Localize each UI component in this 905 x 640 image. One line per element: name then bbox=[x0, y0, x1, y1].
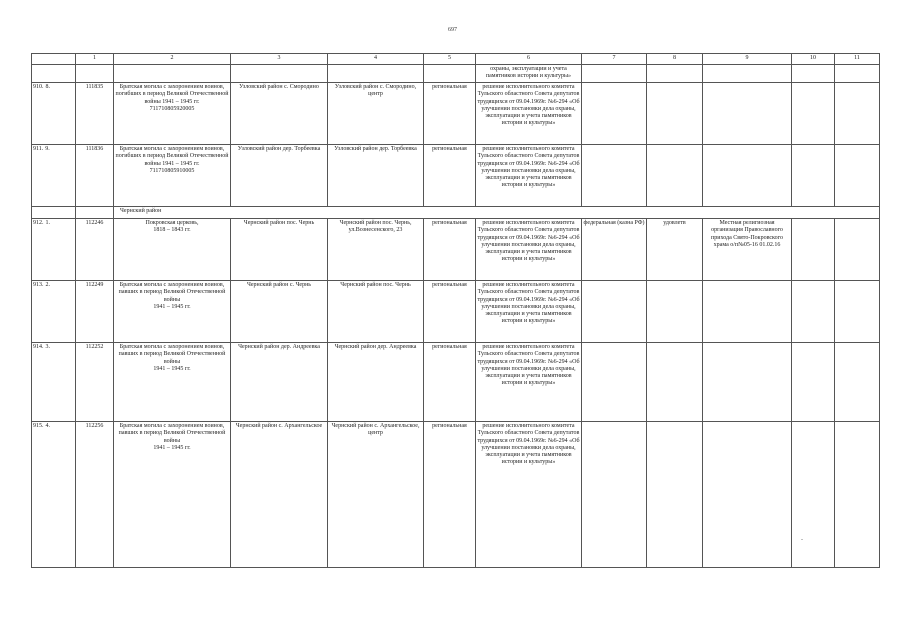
column-10-value bbox=[792, 281, 835, 343]
ownership-text: федеральная (казна РФ) bbox=[583, 220, 645, 226]
column-number: 1 bbox=[76, 54, 114, 65]
condition bbox=[647, 281, 703, 343]
user-organization bbox=[703, 343, 792, 422]
monument-address bbox=[328, 83, 424, 145]
district-location bbox=[231, 422, 328, 568]
column-10-value bbox=[792, 422, 835, 568]
protection-category bbox=[424, 343, 476, 422]
monument-name bbox=[114, 281, 231, 343]
monument-row bbox=[32, 343, 880, 422]
column-11-value bbox=[835, 145, 880, 207]
continuation-row bbox=[32, 65, 880, 83]
protection-category-text: региональная bbox=[432, 146, 467, 152]
district-location bbox=[231, 343, 328, 422]
district-header: Чернский район bbox=[114, 207, 880, 219]
monument-address-text: Узловский район с. Смородино, центр bbox=[334, 84, 417, 98]
monument-address-text: Чернский район пос. Чернь bbox=[340, 282, 411, 288]
row-number-cell bbox=[32, 343, 76, 422]
stray-mark: - bbox=[801, 537, 803, 543]
column-number: 5 bbox=[424, 54, 476, 65]
protection-category-text: региональная bbox=[432, 282, 467, 288]
monument-name bbox=[114, 422, 231, 568]
district-location-text: Чернский район с. Чернь bbox=[246, 282, 312, 288]
condition-text: удовлетв bbox=[663, 220, 686, 226]
monument-row bbox=[32, 281, 880, 343]
row-number-cell bbox=[32, 83, 76, 145]
monument-address bbox=[328, 343, 424, 422]
ownership bbox=[582, 422, 647, 568]
registry-code-text: 112252 bbox=[85, 344, 104, 350]
legal-decision bbox=[476, 219, 582, 281]
district-location-text: Узловский район с. Смородино bbox=[239, 84, 319, 90]
condition bbox=[647, 219, 703, 281]
legal-decision-text: решение исполнительного комитета Тульского областного Совета депутатов трудящихся от 09.04.1969г. №6-294 «Об улучшении постановки дела охраны, эксплуатации и учета памятников истории и культуры» bbox=[477, 220, 580, 263]
ownership bbox=[582, 281, 647, 343]
row-number-cell bbox=[32, 219, 76, 281]
protection-category bbox=[424, 219, 476, 281]
column-number: 6 bbox=[476, 54, 582, 65]
legal-decision bbox=[476, 281, 582, 343]
district-location-text: Чернский район дер. Андреевка bbox=[238, 344, 320, 350]
column-10-value bbox=[792, 219, 835, 281]
legal-decision-text: решение исполнительного комитета Тульского областного Совета депутатов трудящихся от 09.04.1969г. №6-294 «Об улучшении постановки дела охраны, эксплуатации и учета памятников истории и культуры» bbox=[477, 146, 580, 189]
protection-category-text: региональная bbox=[432, 344, 467, 350]
row-number: 912. bbox=[33, 220, 44, 226]
monument-address-text: Чернский район дер. Андреевка bbox=[334, 344, 417, 350]
column-number bbox=[32, 54, 76, 65]
column-11-value bbox=[835, 219, 880, 281]
monument-address bbox=[328, 219, 424, 281]
column-11-value bbox=[835, 83, 880, 145]
legal-decision-text: решение исполнительного комитета Тульского областного Совета депутатов трудящихся от 09.04.1969г. №6-294 «Об улучшении постановки дела охраны, эксплуатации и учета памятников истории и культуры» bbox=[477, 344, 580, 387]
column-number-row bbox=[32, 54, 880, 65]
registry-code bbox=[76, 145, 114, 207]
ownership bbox=[582, 343, 647, 422]
monument-name bbox=[114, 343, 231, 422]
monument-name bbox=[114, 83, 231, 145]
legal-decision bbox=[476, 343, 582, 422]
column-number: 8 bbox=[647, 54, 703, 65]
row-number: 913. bbox=[33, 282, 44, 288]
column-number: 2 bbox=[114, 54, 231, 65]
row-number-cell bbox=[32, 422, 76, 568]
legal-decision bbox=[476, 145, 582, 207]
legal-decision bbox=[476, 83, 582, 145]
condition bbox=[647, 422, 703, 568]
user-organization bbox=[703, 422, 792, 568]
protection-category bbox=[424, 281, 476, 343]
legal-decision-text: решение исполнительного комитета Тульского областного Совета депутатов трудящихся от 09.04.1969г. №6-294 «Об улучшении постановки дела охраны, эксплуатации и учета памятников истории и культуры» bbox=[477, 423, 580, 466]
column-10-value bbox=[792, 145, 835, 207]
user-organization bbox=[703, 83, 792, 145]
monument-address bbox=[328, 281, 424, 343]
column-number: 11 bbox=[835, 54, 880, 65]
district-location bbox=[231, 83, 328, 145]
registry-code-text: 111835 bbox=[85, 84, 104, 90]
user-organization bbox=[703, 281, 792, 343]
monument-name-text: Покровская церковь, 1818 – 1843 гг. bbox=[145, 220, 199, 234]
row-number: 910. bbox=[33, 84, 44, 90]
monument-name-text: Братская могила с захоронением воинов, павших в период Великой Отечественной войны 1941 – 1945 гг. bbox=[118, 282, 226, 310]
registry-code-text: 112246 bbox=[85, 220, 104, 226]
district-header-row bbox=[32, 207, 880, 219]
monument-name-text: Братская могила с захоронением воинов, погибших в период Великой Отечественной войны 1941 – 1945 гг. 711710805910005 bbox=[115, 146, 229, 174]
monument-row bbox=[32, 219, 880, 281]
monument-address-text: Чернский район пос. Чернь, ул.Вознесенского, 23 bbox=[339, 220, 412, 234]
protection-category-text: региональная bbox=[432, 423, 467, 429]
column-number: 3 bbox=[231, 54, 328, 65]
protection-category-text: региональная bbox=[432, 84, 467, 90]
registry-code bbox=[76, 281, 114, 343]
monument-name-text: Братская могила с захоронением воинов, погибших в период Великой Отечественной войны 1941 – 1945 гг. 711710805920005 bbox=[115, 84, 229, 112]
registry-code-text: 112249 bbox=[85, 282, 104, 288]
condition bbox=[647, 343, 703, 422]
protection-category bbox=[424, 145, 476, 207]
monument-row bbox=[32, 422, 880, 568]
ownership bbox=[582, 83, 647, 145]
row-number-cell bbox=[32, 281, 76, 343]
continuation-text: охраны, эксплуатации и учета памятников истории и культуры» bbox=[476, 65, 582, 83]
monument-address bbox=[328, 422, 424, 568]
registry-code-text: 112256 bbox=[85, 423, 104, 429]
registry-code-text: 111836 bbox=[85, 146, 104, 152]
row-subnumber: 3. bbox=[45, 344, 50, 350]
page-number: 697 bbox=[448, 27, 457, 33]
protection-category bbox=[424, 83, 476, 145]
registry-code bbox=[76, 343, 114, 422]
row-subnumber: 4. bbox=[45, 423, 50, 429]
monument-row bbox=[32, 145, 880, 207]
monument-address-text: Узловский район дер. Торбеевка bbox=[334, 146, 417, 152]
monument-name-text: Братская могила с захоронением воинов, павших в период Великой Отечественной войны 1941 – 1945 гг. bbox=[118, 423, 226, 451]
user-organization bbox=[703, 145, 792, 207]
user-organization-text: Местная религиозная организация Православного прихода Свято-Покровского храма о/п№05-16 01.02.16 bbox=[711, 220, 783, 248]
row-subnumber: 2. bbox=[45, 282, 50, 288]
monument-name bbox=[114, 145, 231, 207]
column-10-value bbox=[792, 343, 835, 422]
column-number: 7 bbox=[582, 54, 647, 65]
column-10-value bbox=[792, 83, 835, 145]
ownership bbox=[582, 219, 647, 281]
column-number: 10 bbox=[792, 54, 835, 65]
district-location bbox=[231, 145, 328, 207]
monument-address bbox=[328, 145, 424, 207]
legal-decision-text: решение исполнительного комитета Тульского областного Совета депутатов трудящихся от 09.04.1969г. №6-294 «Об улучшении постановки дела охраны, эксплуатации и учета памятников истории и культуры» bbox=[477, 282, 580, 325]
row-number: 914. bbox=[33, 344, 44, 350]
registry-code bbox=[76, 83, 114, 145]
monument-name-text: Братская могила с захоронением воинов, павших в период Великой Отечественной войны 1941 – 1945 гг. bbox=[118, 344, 226, 372]
ownership bbox=[582, 145, 647, 207]
monument-name bbox=[114, 219, 231, 281]
district-location bbox=[231, 281, 328, 343]
row-number-cell bbox=[32, 145, 76, 207]
monument-row bbox=[32, 83, 880, 145]
district-location-text: Узловский район дер. Торбеевка bbox=[237, 146, 321, 152]
legal-decision bbox=[476, 422, 582, 568]
user-organization bbox=[703, 219, 792, 281]
column-number: 9 bbox=[703, 54, 792, 65]
protection-category-text: региональная bbox=[432, 220, 467, 226]
district-location-text: Чернский район с. Архангельское bbox=[235, 423, 323, 429]
registry-code bbox=[76, 219, 114, 281]
column-11-value bbox=[835, 343, 880, 422]
row-subnumber: 1. bbox=[45, 220, 50, 226]
registry-code bbox=[76, 422, 114, 568]
monuments-registry-table bbox=[31, 53, 880, 568]
row-subnumber: 9. bbox=[45, 146, 50, 152]
row-number: 911. bbox=[33, 146, 44, 152]
monument-address-text: Чернский район с. Архангельское, центр bbox=[331, 423, 420, 437]
protection-category bbox=[424, 422, 476, 568]
column-11-value bbox=[835, 281, 880, 343]
condition bbox=[647, 145, 703, 207]
district-location-text: Чернский район пос. Чернь bbox=[243, 220, 315, 226]
condition bbox=[647, 83, 703, 145]
column-11-value bbox=[835, 422, 880, 568]
row-number: 915. bbox=[33, 423, 44, 429]
column-number: 4 bbox=[328, 54, 424, 65]
row-subnumber: 8. bbox=[45, 84, 50, 90]
district-location bbox=[231, 219, 328, 281]
legal-decision-text: решение исполнительного комитета Тульского областного Совета депутатов трудящихся от 09.04.1969г. №6-294 «Об улучшении постановки дела охраны, эксплуатации и учета памятников истории и культуры» bbox=[477, 84, 580, 127]
